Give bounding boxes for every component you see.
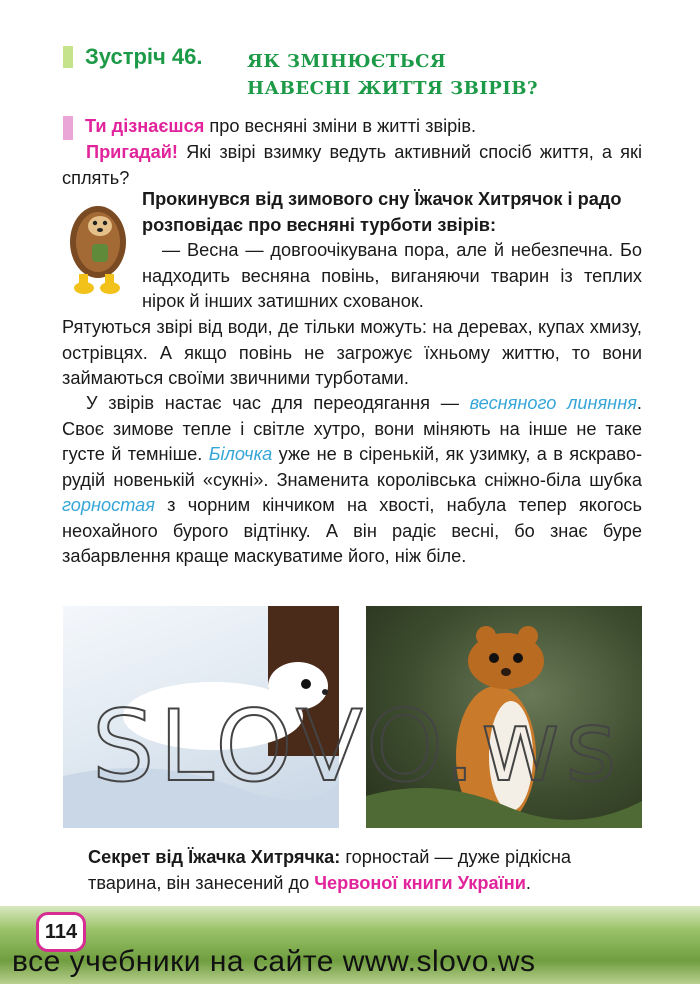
term-squirrel: Білочка <box>208 444 273 464</box>
p2-text-a: У звірів настає час для переодягання — <box>86 393 470 413</box>
hedgehog-intro: Прокинувся від зимового сну Їжачок Хитрячок і радо розповідає про весняні турботи звірів: <box>142 189 622 235</box>
site-footer-text: все учебники на сайте www.slovo.ws <box>12 945 536 978</box>
caption <box>88 845 612 896</box>
term-spring-molting: весняного линяння <box>469 393 637 413</box>
page-number: 114 <box>36 912 86 952</box>
intro-marker <box>63 116 73 140</box>
title-marker <box>63 46 73 68</box>
lesson-title-line1: ЯК ЗМІНЮЄТЬСЯ <box>247 51 447 72</box>
recall-paragraph <box>62 140 642 191</box>
lesson-number: Зустріч 46. <box>85 44 203 69</box>
recall-keyword: Пригадай! <box>86 142 178 162</box>
watermark: SLOVO.ws <box>92 690 622 804</box>
story-paragraph-1a: — Весна — довгоочікувана пора, але й небезпечна. Бо надходить весняна повінь, виганяючи тварин із теплих нірок й інших затишних схованок. <box>142 240 642 311</box>
learn-text: про весняні зміни в житті звірів. <box>204 116 477 136</box>
caption-text: горностай — дуже рідкісна тварина, він занесений до <box>88 847 572 893</box>
p2-text-d: з чорним кінчиком на хвості, набула тепер якогось неохайного бурого відтінку. А він радіє весні, бо знає буре забарвлення краще маскуватиме його, ніж біле. <box>62 495 642 566</box>
lesson-title <box>247 48 538 102</box>
caption-end: . <box>525 872 531 893</box>
hedgehog-illustration <box>62 196 132 300</box>
recall-text: Які звірі взимку ведуть активний спосіб життя, а які сплять? <box>62 142 642 188</box>
p2-text-c: уже не в сіренькій, як узимку, а в яскраво-рудій новенькій «сукні». Знаменита королівська сніжно-біла шубка <box>62 444 643 490</box>
learn-keyword: Ти дізнаєшся <box>85 116 205 136</box>
learn-line <box>85 114 642 140</box>
story-paragraph-2 <box>62 391 642 570</box>
red-book-link: Червоної книги України <box>314 872 526 893</box>
lesson-title-line2: НАВЕСНІ ЖИТТЯ ЗВІРІВ? <box>247 78 539 99</box>
caption-bold: Секрет від Їжачка Хитрячка: <box>88 847 341 867</box>
p2-text-b: . Своє зимове тепле і світле хутро, вони міняють на інше не таке густе й темніше. <box>62 393 642 464</box>
term-ermine: горностая <box>62 495 155 515</box>
story-paragraph-1b: Рятуються звірі від води, де тільки можуть: на деревах, купах хмизу, острівцях. А якщо повінь не загрожує їхньому життю, то вони займаються своїми звичними турботами. <box>62 317 642 388</box>
